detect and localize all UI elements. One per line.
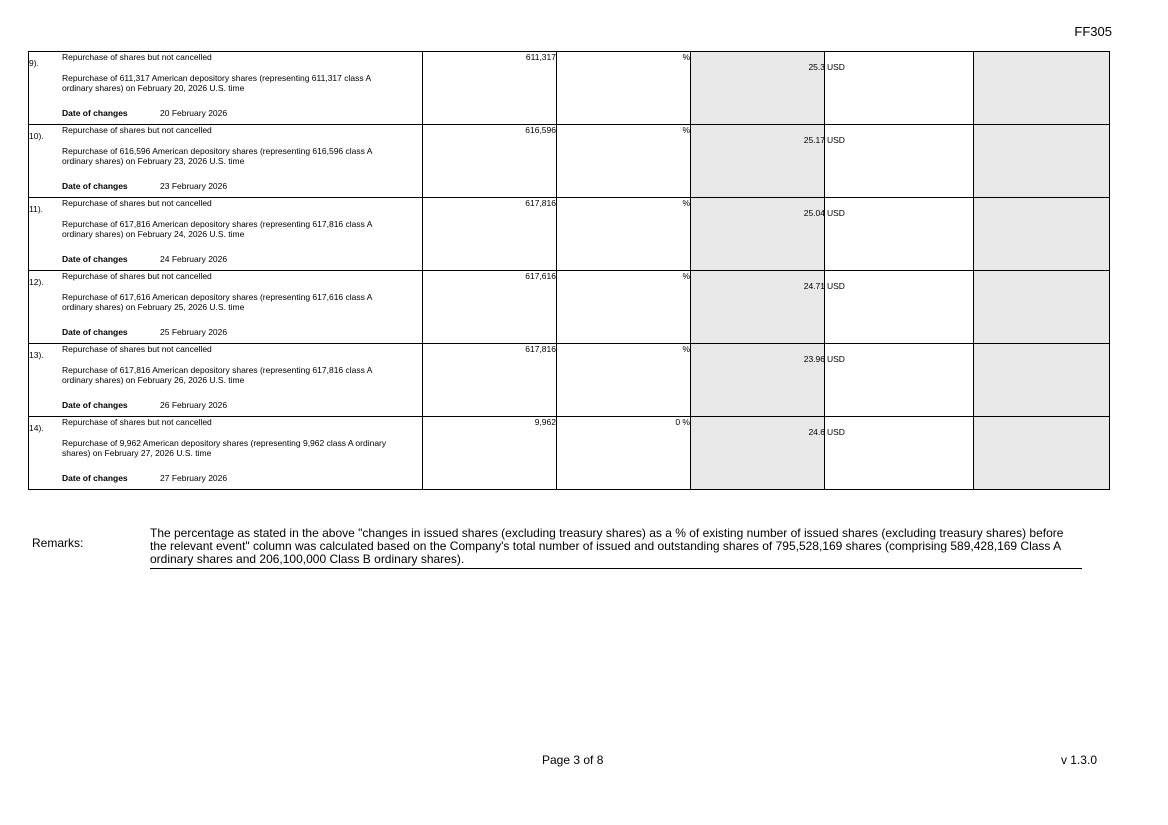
price-value: 24.6 [808,427,825,437]
remarks-text: The percentage as stated in the above "changes in issued shares (excluding treasury shares) as a % of existing number of issued shares (excluding treasury shares) before the relevant event" column was calculated based on the Company's total number of issued and outstanding shares of 795,528,169 shares (comprising 589,428,169 Class A ordinary shares and 206,100,000 Class B ordinary shares). [150,527,1082,569]
percentage-cell: % [557,344,691,417]
row-description [29,271,423,344]
shaded-cell [974,52,1110,125]
row-title: Repurchase of shares but not cancelled [62,417,212,427]
row-description [29,417,423,490]
price-value: 23.96 [803,354,825,364]
row-index: 12). [29,277,44,287]
date-of-changes-value: 20 February 2026 [160,108,228,118]
date-of-changes-label: Date of changes [62,327,128,337]
table-row [29,344,1110,417]
shares-count: 611,317 [423,52,557,125]
page-number: Page 3 of 8 [542,753,604,767]
date-of-changes-label: Date of changes [62,254,128,264]
table-row [29,125,1110,198]
price-value: 25.04 [803,208,825,218]
date-of-changes-value: 26 February 2026 [160,400,228,410]
percentage-cell: % [557,198,691,271]
shares-count: 617,616 [423,271,557,344]
row-description [29,125,423,198]
share-changes-body [29,52,1110,490]
date-of-changes-value: 24 February 2026 [160,254,228,264]
shaded-cell [974,198,1110,271]
date-of-changes-label: Date of changes [62,400,128,410]
shaded-cell [691,52,825,125]
shaded-cell [974,344,1110,417]
date-of-changes-value: 23 February 2026 [160,181,228,191]
date-of-changes-value: 25 February 2026 [160,327,228,337]
currency-label: USD [827,62,845,72]
row-index: 13). [29,350,44,360]
shares-count: 616,596 [423,125,557,198]
price-cell [803,344,974,417]
currency-label: USD [827,208,845,218]
table-row [29,271,1110,344]
row-title: Repurchase of shares but not cancelled [62,52,212,62]
share-changes-table [28,51,1110,490]
row-detail: Repurchase of 611,317 American depository shares (representing 611,317 class A ordinary shares) on February 20, 2026 U.S. time [62,73,371,93]
row-title: Repurchase of shares but not cancelled [62,198,212,208]
row-detail: Repurchase of 617,816 American depository shares (representing 617,816 class A ordinary shares) on February 26, 2026 U.S. time [62,365,372,385]
row-title: Repurchase of shares but not cancelled [62,125,212,135]
price-cell [808,52,974,125]
row-title: Repurchase of shares but not cancelled [62,344,212,354]
table-row [29,417,1110,490]
date-of-changes-label: Date of changes [62,108,128,118]
price-value: 24.71 [803,281,825,291]
percentage-cell: % [557,125,691,198]
row-detail: Repurchase of 617,816 American depository shares (representing 617,816 class A ordinary shares) on February 24, 2026 U.S. time [62,219,372,239]
shares-count: 617,816 [423,344,557,417]
price-cell [803,271,974,344]
price-cell [803,125,974,198]
price-cell [808,417,974,490]
shares-count: 617,816 [423,198,557,271]
remarks-label: Remarks: [32,536,84,550]
date-of-changes-label: Date of changes [62,473,128,483]
price-value: 25.3 [808,62,825,72]
price-value: 25.17 [803,135,825,145]
table-row [29,52,1110,125]
shaded-cell [974,417,1110,490]
row-detail: Repurchase of 617,616 American depository shares (representing 617,616 class A ordinary shares) on February 25, 2026 U.S. time [62,292,372,312]
currency-label: USD [827,354,845,364]
row-index: 9). [29,58,39,68]
percentage-cell: % [557,52,691,125]
row-detail: Repurchase of 9,962 American depository shares (representing 9,962 class A ordinary shares) on February 27, 2026 U.S. time [62,438,387,458]
version-label: v 1.3.0 [1060,753,1097,767]
row-index: 14). [29,423,44,433]
percentage-cell: % [557,271,691,344]
row-description [29,52,423,125]
row-index: 11). [29,204,44,214]
shaded-cell [974,125,1110,198]
currency-label: USD [827,135,845,145]
date-of-changes-label: Date of changes [62,181,128,191]
percentage-cell: 0 % [557,417,691,490]
shares-count: 9,962 [423,417,557,490]
table-row [29,198,1110,271]
row-description [29,344,423,417]
row-description [29,198,423,271]
form-code: FF305 [1074,24,1112,39]
row-title: Repurchase of shares but not cancelled [62,271,212,281]
shaded-cell [691,417,825,490]
date-of-changes-value: 27 February 2026 [160,473,228,483]
currency-label: USD [827,427,845,437]
currency-label: USD [827,281,845,291]
shaded-cell [974,271,1110,344]
row-index: 10). [29,131,44,141]
row-detail: Repurchase of 616,596 American depository shares (representing 616,596 class A ordinary shares) on February 23, 2026 U.S. time [62,146,372,166]
price-cell [803,198,974,271]
